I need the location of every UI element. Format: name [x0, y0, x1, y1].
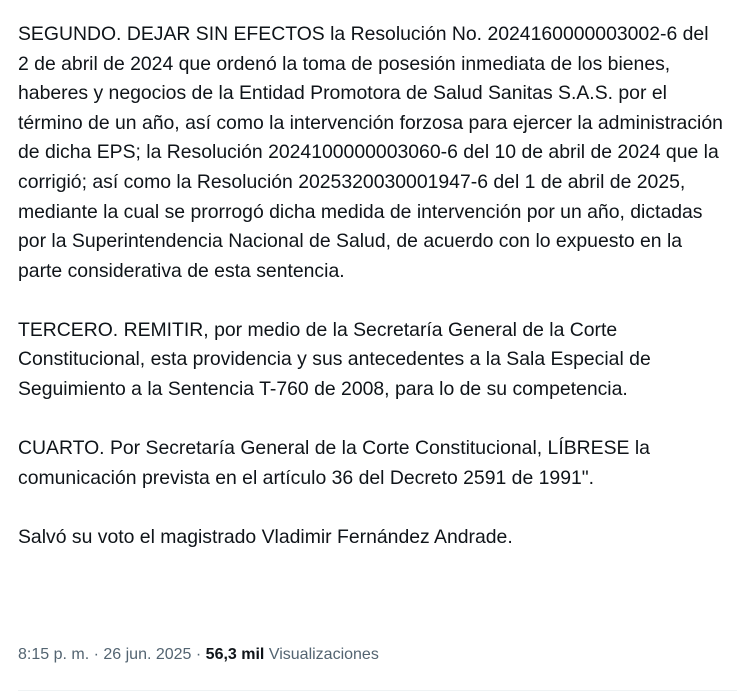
- divider: [18, 690, 737, 691]
- views-count: 56,3 mil: [205, 646, 265, 663]
- tweet-paragraph-salvamento: Salvó su voto el magistrado Vladimir Fernández Andrade.: [18, 525, 513, 548]
- tweet-metadata: [18, 643, 379, 667]
- tweet-paragraph-cuarto: CUARTO. Por Secretaría General de la Corte Constitucional, LÍBRESE la comunicación prevista en el artículo 36 del Decreto 2591 de 1991".: [18, 437, 650, 489]
- meta-separator: ·: [191, 646, 206, 663]
- tweet-timestamp-link[interactable]: [18, 646, 191, 663]
- views-link[interactable]: [206, 646, 379, 663]
- tweet-time: 8:15 p. m.: [18, 646, 90, 663]
- tweet-paragraph-tercero: TERCERO. REMITIR, por medio de la Secretaría General de la Corte Constitucional, esta providencia y sus antecedentes a la Sala Especial de Seguimiento a la Sentencia T-760 de 2008, para lo de su competencia.: [18, 318, 651, 401]
- meta-separator: ·: [89, 646, 104, 663]
- views-label: Visualizaciones: [268, 646, 379, 663]
- tweet-paragraph-segundo: SEGUNDO. DEJAR SIN EFECTOS la Resolución No. 2024160000003002-6 del 2 de abril de 2024 que ordenó la toma de posesión inmediata de los bienes, haberes y negocios de la Entidad Promotora de Salud Sanitas S.A.S. por el término de un año, así como la intervención forzosa para ejercer la administración de dicha EPS; la Resolución 2024100000003060-6 del 10 de abril de 2024 que la corrigió; así como la Resolución 2025320030001947-6 del 1 de abril de 2025, mediante la cual se prorrogó dicha medida de intervención por un año, dictadas por la Superintendencia Nacional de Salud, de acuerdo con lo expuesto en la parte considerativa de esta sentencia.: [18, 23, 723, 282]
- tweet-date: 26 jun. 2025: [103, 646, 192, 663]
- tweet-body: [18, 20, 723, 552]
